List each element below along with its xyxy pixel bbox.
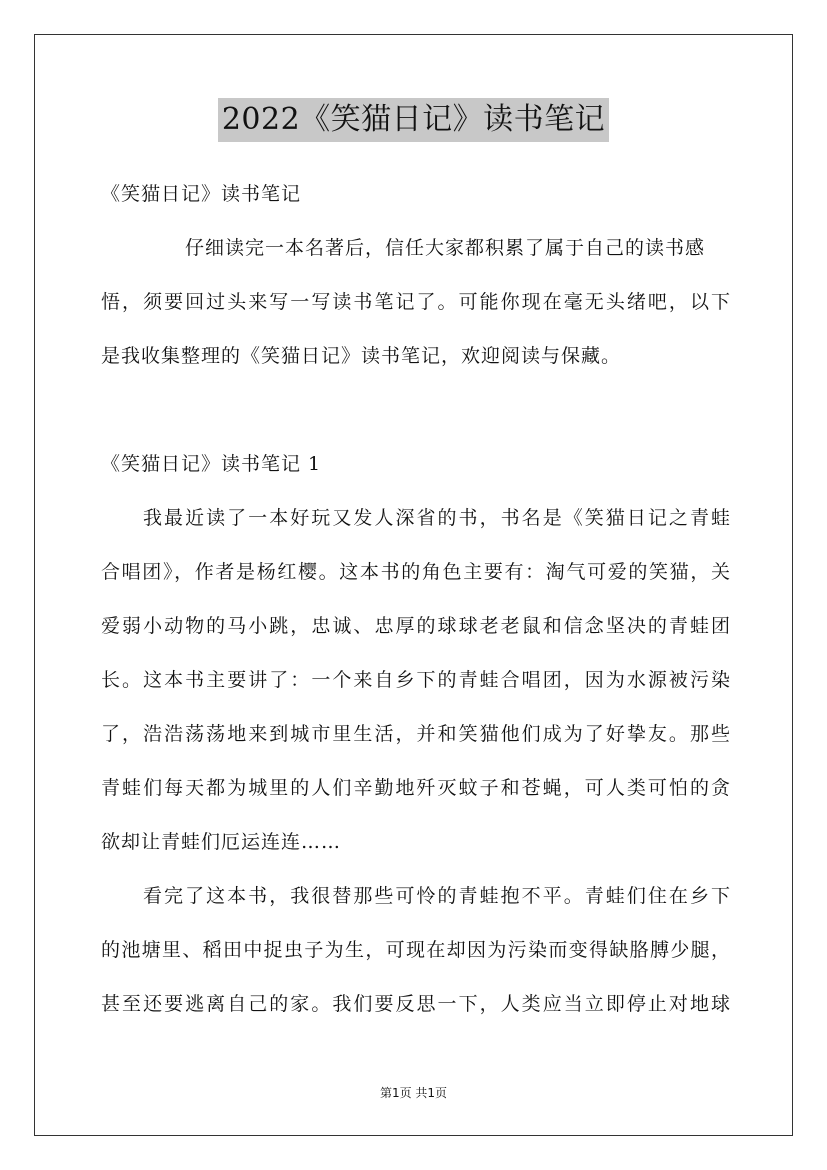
paragraph-line: 是我收集整理的《笑猫日记》读书笔记，欢迎阅读与保藏。	[101, 345, 622, 367]
paragraph-line: 甚至还要逃离自己的家。我们要反思一下，人类应当立即停止对地球	[101, 993, 731, 1015]
paragraph-line: 我最近读了一本好玩又发人深省的书，书名是《笑猫日记之青蛙	[143, 507, 731, 529]
section-heading: 《笑猫日记》读书笔记	[101, 183, 302, 205]
paragraph-line: 长。这本书主要讲了：一个来自乡下的青蛙合唱团，因为水源被污染	[101, 669, 731, 691]
title-container	[0, 98, 827, 142]
paragraph-line: 看完了这本书，我很替那些可怜的青蛙抱不平。青蛙们住在乡下	[143, 885, 731, 907]
paragraph-line: 青蛙们每天都为城里的人们辛勤地歼灭蚊子和苍蝇，可人类可怕的贪	[101, 777, 731, 799]
paragraph-line: 悟，须要回过头来写一写读书笔记了。可能你现在毫无头绪吧，以下	[101, 291, 731, 313]
page-footer: 第1页 共1页	[379, 1086, 448, 1100]
paragraph-line: 仔细读完一本名著后，信任大家都积累了属于自己的读书感	[185, 237, 706, 259]
paragraph-line: 欲却让青蛙们厄运连连……	[101, 831, 342, 853]
section-heading: 《笑猫日记》读书笔记 1	[101, 453, 322, 475]
paragraph-line: 的池塘里、稻田中捉虫子为生，可现在却因为污染而变得缺胳膊少腿，	[101, 939, 731, 961]
paragraph-line: 爱弱小动物的马小跳，忠诚、忠厚的球球老老鼠和信念坚决的青蛙团	[101, 615, 731, 637]
paragraph-line: 了，浩浩荡荡地来到城市里生活，并和笑猫他们成为了好挚友。那些	[101, 723, 731, 745]
document-title: 2022《笑猫日记》读书笔记	[218, 98, 609, 142]
paragraph-line: 合唱团》，作者是杨红樱。这本书的角色主要有：淘气可爱的笑猫，关	[101, 561, 731, 583]
